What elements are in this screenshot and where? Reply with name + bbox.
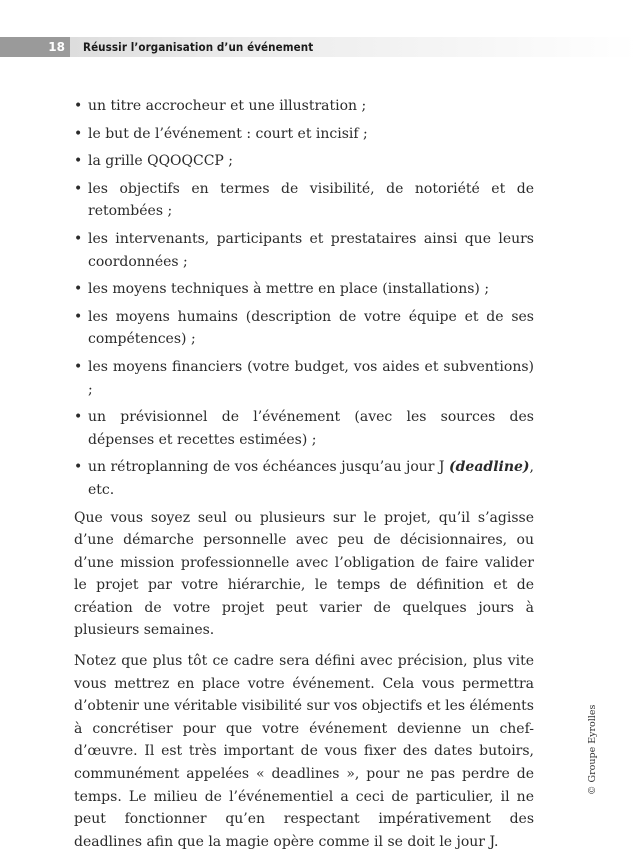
bullet-list — [74, 95, 534, 502]
list-item: • les moyens humains (description de votre équipe et de ses compétences) ; — [74, 306, 534, 351]
list-item: • les moyens financiers (votre budget, vos aides et subventions) ; — [74, 356, 534, 401]
list-item: • les moyens techniques à mettre en place (installations) ; — [74, 278, 534, 301]
list-item: • les intervenants, participants et prestataires ainsi que leurs coordonnées ; — [74, 228, 534, 273]
copyright-notice: © Groupe Eyrolles — [587, 704, 598, 795]
list-item-suffix: , etc. — [88, 459, 534, 498]
list-item: • un prévisionnel de l’événement (avec les sources des dépenses et recettes estimées) ; — [74, 406, 534, 451]
running-title: Réussir l’organisation d’un événement — [83, 40, 314, 54]
list-item: • les objectifs en termes de visibilité, de notoriété et de retombées ; — [74, 178, 534, 223]
page-number: 18 — [0, 37, 70, 57]
list-item-text: un rétroplanning de vos échéances jusqu’au jour J — [88, 459, 450, 476]
list-item: • un titre accrocheur et une illustration ; — [74, 95, 534, 118]
paragraph: Notez que plus tôt ce cadre sera défini avec précision, plus vite vous mettrez en place votre événement. Cela vous permettra d’obtenir une véritable visibilité sur vos objectifs et les éléments à concrétiser pour que votre événement devienne un chef-d’œuvre. Il est très important de vous fixer des dates butoirs, communément appelées « deadlines », pour ne pas perdre de temps. Le milieu de l’événementiel a ceci de particulier, il ne peut fonctionner qu’en respectant impérativement des deadlines afin que la magie opère comme il se doit le jour J. — [74, 653, 534, 850]
list-item: • le but de l’événement : court et incisif ; — [74, 123, 534, 146]
list-item: • la grille QQOQCCP ; — [74, 150, 534, 173]
paragraph: Que vous soyez seul ou plusieurs sur le projet, qu’il s’agisse d’une démarche personnelle avec peu de décisionnaires, ou d’une mission professionnelle avec l’obligation de faire valider le projet par votre hiérarchie, le temps de définition et de création de votre projet peut varier de quelques jours à plusieurs semaines. — [74, 509, 534, 639]
deadline-emphasis: (deadline) — [449, 459, 530, 476]
list-item — [74, 456, 534, 501]
page-body — [74, 95, 534, 861]
